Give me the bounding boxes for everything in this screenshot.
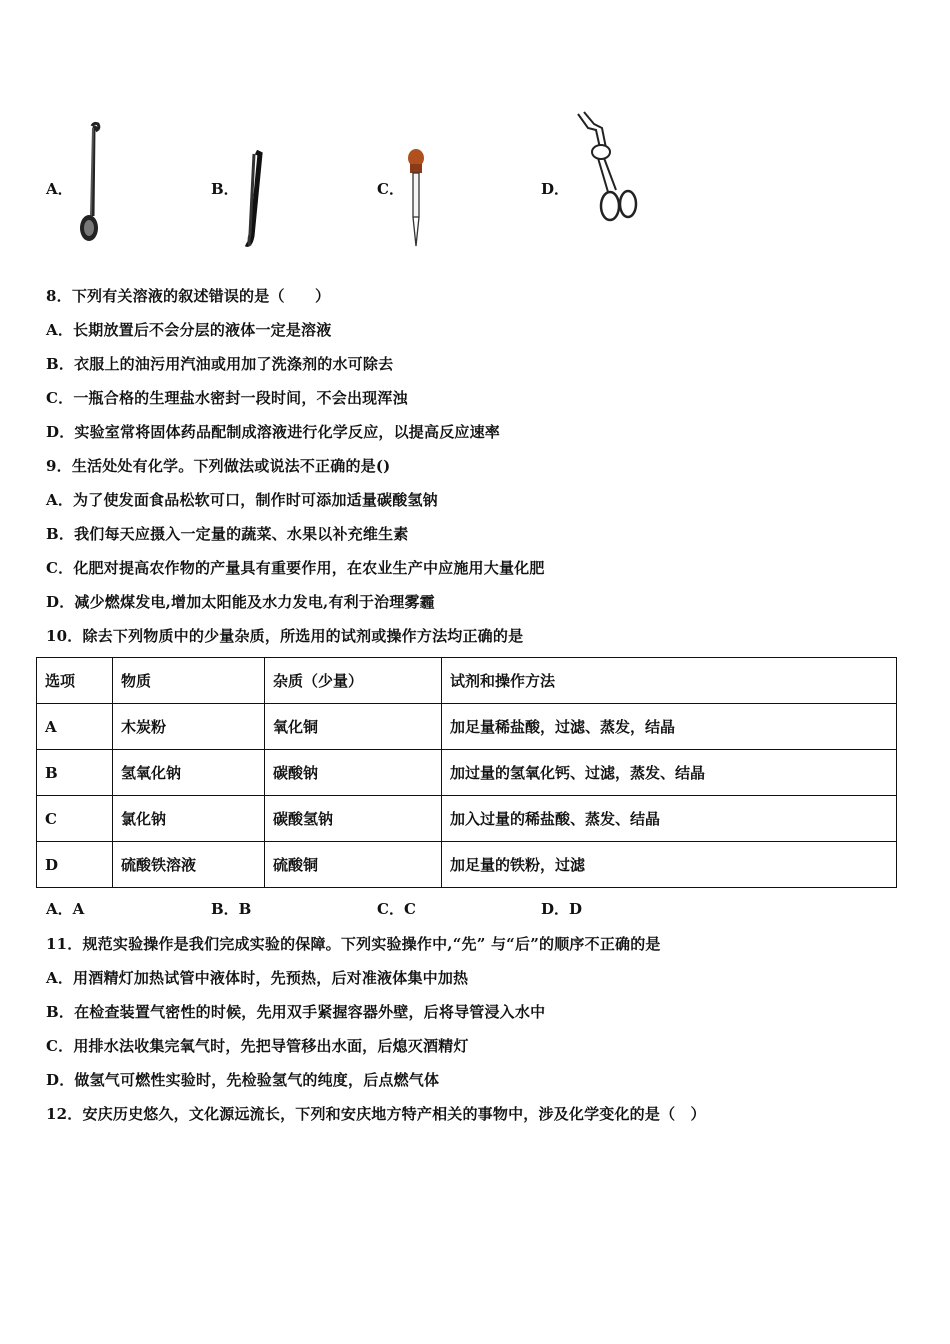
q9-option-b: B．我们每天应摄入一定量的蔬菜、水果以补充维生素	[46, 525, 409, 543]
q7-option-b-label: B．	[211, 180, 239, 198]
table-cell: 木炭粉	[113, 704, 265, 750]
table-cell: 氧化铜	[265, 704, 442, 750]
table-row	[37, 704, 897, 750]
table-cell: D	[37, 842, 113, 888]
q9-stem: 9．生活处处有化学。下列做法或说法不正确的是()	[46, 457, 391, 475]
table-cell: 加足量稀盐酸，过滤、蒸发，结晶	[442, 704, 897, 750]
table-cell: 加入过量的稀盐酸、蒸发、结晶	[442, 796, 897, 842]
table-header-cell: 试剂和操作方法	[442, 658, 897, 704]
table-cell: C	[37, 796, 113, 842]
table-cell: 碳酸钠	[265, 750, 442, 796]
q8-option-b: B．衣服上的油污用汽油或用加了洗涤剂的水可除去	[46, 355, 394, 373]
q8-stem: 8．下列有关溶液的叙述错误的是（ ）	[46, 287, 331, 305]
q10-answer-options	[0, 898, 950, 920]
q11-option-b: B．在检查装置气密性的时候，先用双手紧握容器外壁，后将导管浸入水中	[46, 1003, 546, 1021]
q11-option-a: A．用酒精灯加热试管中液体时，先预热，后对准液体集中加热	[46, 969, 469, 987]
q8-option-d: D．实验室常将固体药品配制成溶液进行化学反应，以提高反应速率	[46, 423, 501, 441]
q10-answer-c: C．C	[377, 900, 416, 918]
q10-answer-a: A．A	[46, 900, 85, 918]
q9-option-c: C．化肥对提高农作物的产量具有重要作用，在农业生产中应施用大量化肥	[46, 559, 545, 577]
tweezers-icon	[238, 150, 268, 250]
q12-stem: 12．安庆历史悠久，文化源远流长，下列和安庆地方特产相关的事物中，涉及化学变化的是（ ）	[46, 1105, 706, 1123]
q9-option-d: D．减少燃煤发电,增加太阳能及水力发电,有利于治理雾霾	[46, 593, 435, 611]
q7-options	[0, 108, 950, 258]
spoon-icon	[70, 120, 110, 246]
table-cell: B	[37, 750, 113, 796]
table-header-cell: 杂质（少量）	[265, 658, 442, 704]
table-cell: A	[37, 704, 113, 750]
q8-option-a: A．长期放置后不会分层的液体一定是溶液	[46, 321, 332, 339]
table-cell: 加足量的铁粉，过滤	[442, 842, 897, 888]
q10-stem: 10．除去下列物质中的少量杂质，所选用的试剂或操作方法均正确的是	[46, 627, 524, 645]
table-header-cell: 物质	[113, 658, 265, 704]
crucible-tongs-icon	[570, 108, 650, 234]
table-row	[37, 750, 897, 796]
q11-option-c: C．用排水法收集完氧气时，先把导管移出水面，后熄灭酒精灯	[46, 1037, 469, 1055]
q10-answer-b: B．B	[211, 900, 252, 918]
q7-option-a-label: A．	[46, 180, 73, 198]
table-row	[37, 842, 897, 888]
q11-option-d: D．做氢气可燃性实验时，先检验氢气的纯度，后点燃气体	[46, 1071, 440, 1089]
q10-answer-d: D．D	[541, 900, 583, 918]
q7-option-d-label: D．	[541, 180, 570, 198]
table-row	[37, 796, 897, 842]
dropper-icon	[402, 148, 432, 250]
q11-stem: 11．规范实验操作是我们完成实验的保障。下列实验操作中,“先” 与“后”的顺序不正确的是	[46, 935, 661, 953]
q10-table	[36, 657, 897, 888]
table-cell: 硫酸铜	[265, 842, 442, 888]
table-cell: 氢氧化钠	[113, 750, 265, 796]
table-header-row	[37, 658, 897, 704]
q7-option-c-label: C．	[377, 180, 404, 198]
table-header-cell: 选项	[37, 658, 113, 704]
table-cell: 加过量的氢氧化钙、过滤，蒸发、结晶	[442, 750, 897, 796]
table-cell: 氯化钠	[113, 796, 265, 842]
q8-option-c: C．一瓶合格的生理盐水密封一段时间，不会出现浑浊	[46, 389, 408, 407]
q9-option-a: A．为了使发面食品松软可口，制作时可添加适量碳酸氢钠	[46, 491, 438, 509]
table-cell: 硫酸铁溶液	[113, 842, 265, 888]
table-cell: 碳酸氢钠	[265, 796, 442, 842]
